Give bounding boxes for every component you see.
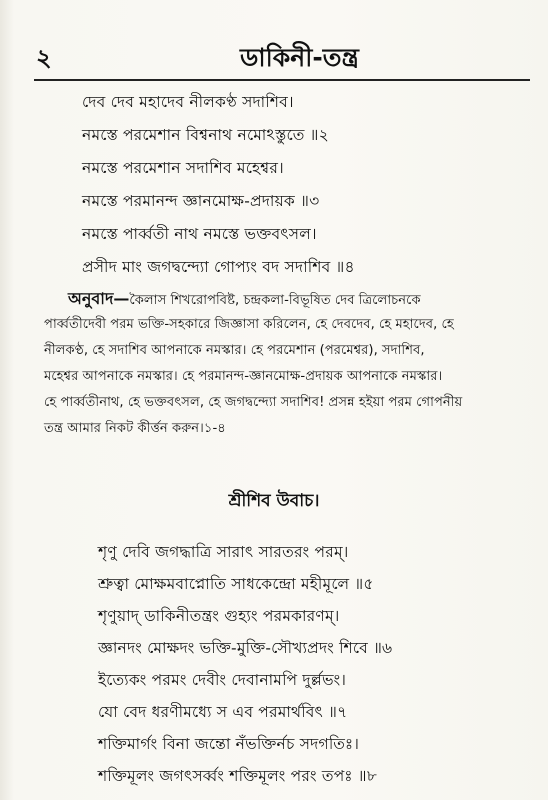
- verse-line: নমস্তে পার্ব্বতী নাথ নমস্তে ভক্তবৎসল।: [82, 225, 317, 243]
- verse-line: শক্তিমূলং জগৎসর্ব্বং শক্তিমূলং পরং তপঃ ॥৮: [98, 767, 378, 785]
- verse-line: প্রসীদ মাং জগদ্বন্দ্যো গোপ্যং বদ সদাশিব ॥৪: [82, 258, 355, 276]
- verse-block-bottom: [98, 536, 528, 792]
- translation-paragraph: [44, 286, 530, 442]
- running-title: ডাকিনী-তন্ত্র: [240, 43, 359, 72]
- translation-line: হে পার্ব্বতীনাথ, হে ভক্তবৎসল, হে জগদ্বন্দ্যো সদাশিব! প্রসন্ন হইয়া পরম গোপনীয়: [44, 395, 463, 410]
- translation-line: নীলকণ্ঠ, হে সদাশিব আপনাকে নমস্কার। হে পরমেশান (পরমেশ্বর), সদাশিব,: [44, 343, 425, 358]
- page-number: ২: [36, 44, 52, 72]
- verse-line: জ্ঞানদং মোক্ষদং ভক্তি-মুক্তি-সৌখ্যপ্রদং শিবে ॥৬: [98, 639, 393, 657]
- translation-first-line: [44, 286, 530, 312]
- translation-line: মহেশ্বর আপনাকে নমস্কার। হে পরমানন্দ-জ্ঞানমোক্ষ-প্রদায়ক আপনাকে নমস্কার।: [44, 369, 443, 384]
- verse-line: শৃণু দেবি জগদ্ধাত্রি সারাৎ সারতরং পরম্।: [98, 543, 349, 561]
- verse-block-top: [82, 86, 522, 284]
- translation-label: অনুবাদ—: [68, 289, 130, 308]
- verse-line: যো বেদ ধরণীমধ্যে স এব পরমার্থবিৎ ॥৭: [98, 703, 348, 721]
- page-header: [0, 34, 548, 74]
- verse-line: শৃণুয়াদ্ ডাকিনীতন্ত্রং গুহ্যং পরমকারণম্।: [98, 607, 340, 625]
- verse-line: শক্তিমার্গং বিনা জন্তো নঁভক্তির্নচ সদগতিঃ।: [98, 735, 360, 753]
- translation-line: পার্ব্বতীদেবী পরম ভক্তি-সহকারে জিজ্ঞাসা করিলেন, হে দেবদেব, হে মহাদেব, হে: [44, 317, 454, 332]
- translation-line: তন্ত্র আমার নিকট কীর্ত্তন করুন।১-৪: [44, 421, 226, 436]
- translation-text: কৈলাস শিখরোপবিষ্ট, চন্দ্রকলা-বিভূষিত দেব ত্রিলোচনকে: [129, 293, 421, 308]
- verse-line: ইত্যেকং পরমং দেবীং দেবানামপি দুর্ল্লভং।: [98, 671, 347, 689]
- verse-line: দেব দেব মহাদেব নীলকণ্ঠ সদাশিব।: [82, 93, 294, 111]
- verse-line: নমস্তে পরমানন্দ জ্ঞানমোক্ষ-প্রদায়ক ॥৩: [82, 192, 320, 210]
- verse-line: নমস্তে পরমেশান বিশ্বনাথ নমোঽস্তুতে ॥২: [82, 126, 329, 144]
- verse-line: শ্রুত্বা মোক্ষমবাপ্নোতি সাধকেন্দ্রো মহীমূলে ॥৫: [98, 575, 374, 593]
- section-heading: শ্রীশিব উবাচ।: [228, 491, 320, 511]
- header-rule: [34, 79, 530, 81]
- verse-line: নমস্তে পরমেশান সদাশিব মহেশ্বর।: [82, 159, 284, 177]
